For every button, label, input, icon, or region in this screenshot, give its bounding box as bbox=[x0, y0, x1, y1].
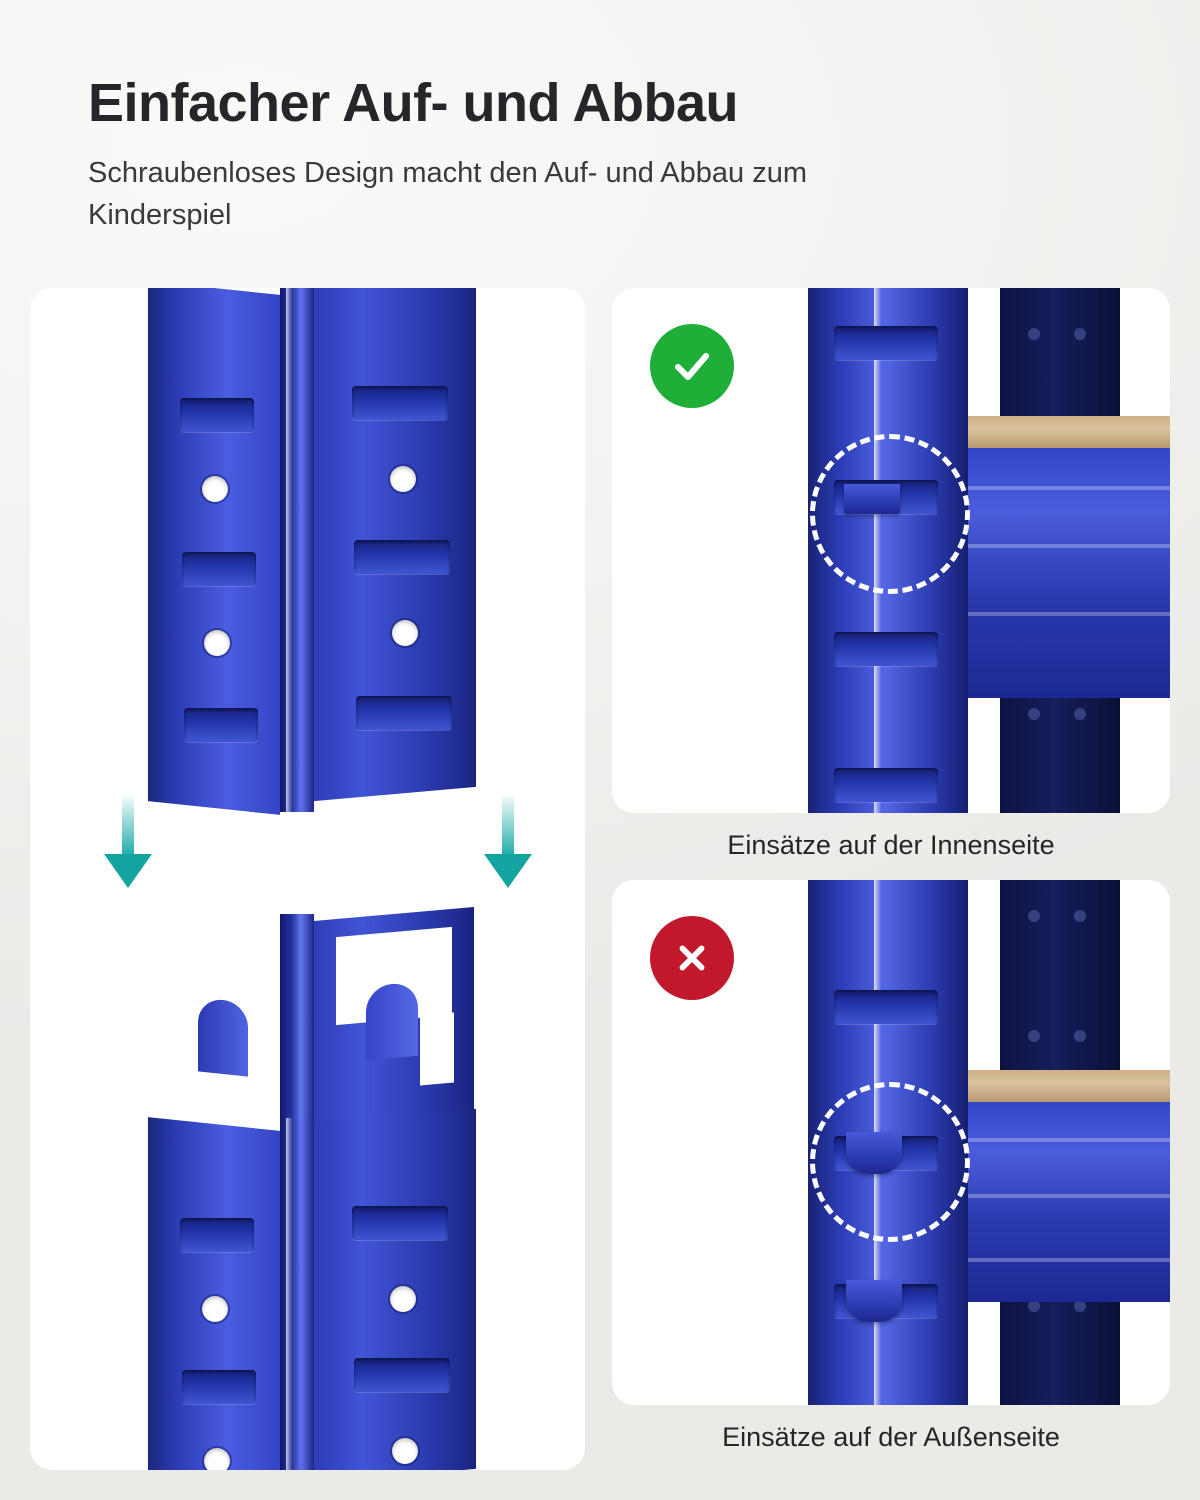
lower-post-hole bbox=[204, 1448, 230, 1470]
upper-post-illustration bbox=[140, 288, 510, 818]
page-title: Einfacher Auf- und Abbau bbox=[88, 73, 738, 133]
post-sleeve-gap-left bbox=[170, 1037, 198, 1110]
highlight-circle bbox=[810, 434, 970, 594]
lower-post-slot bbox=[354, 1358, 450, 1392]
arrow-shaft bbox=[502, 796, 514, 858]
lower-post-edge-highlight bbox=[286, 1118, 292, 1470]
page-subtitle: Schraubenloses Design macht den Auf- und Abbau zum Kinderspiel bbox=[88, 157, 808, 232]
cross-badge bbox=[650, 916, 734, 1000]
post-perforation bbox=[1028, 328, 1040, 340]
post-perforation bbox=[1074, 1030, 1086, 1042]
post-perforation bbox=[1074, 708, 1086, 720]
highlight-circle bbox=[810, 1082, 970, 1242]
shelf-board bbox=[964, 1070, 1170, 1102]
post-perforation bbox=[1028, 708, 1040, 720]
lower-post-slot bbox=[180, 1218, 254, 1252]
beam-rib bbox=[964, 544, 1170, 548]
lower-post-slot bbox=[182, 1370, 256, 1404]
arrow-shaft bbox=[122, 796, 134, 858]
outside-insert-caption: Einsätze auf der Außenseite bbox=[722, 1422, 1060, 1452]
check-badge bbox=[650, 324, 734, 408]
post-slot bbox=[356, 696, 452, 730]
post-hole bbox=[204, 630, 230, 656]
post-sleeve-tab-right bbox=[366, 982, 418, 1061]
upright-slot bbox=[834, 990, 938, 1024]
post-edge-highlight bbox=[286, 288, 292, 812]
upright-slot bbox=[834, 768, 938, 802]
shelf-beam bbox=[964, 1102, 1170, 1302]
down-arrow-left bbox=[98, 796, 158, 896]
beam-rib bbox=[964, 1138, 1170, 1142]
post-slot bbox=[184, 708, 258, 742]
insert-tab-outside bbox=[846, 1280, 902, 1322]
inside-insert-panel bbox=[612, 288, 1170, 813]
down-arrow-right bbox=[478, 796, 538, 896]
shelf-board bbox=[964, 416, 1170, 448]
post-slot bbox=[182, 552, 256, 586]
inside-insert-caption: Einsätze auf der Innenseite bbox=[727, 830, 1055, 860]
lower-post-illustration bbox=[140, 918, 510, 1470]
shelf-beam bbox=[964, 448, 1170, 698]
post-hole bbox=[392, 620, 418, 646]
outside-insert-panel bbox=[612, 880, 1170, 1405]
lower-post-hole bbox=[392, 1438, 418, 1464]
post-sleeve-gap-right bbox=[420, 1013, 454, 1086]
lower-post-left-face bbox=[148, 1117, 280, 1470]
post-perforation bbox=[1028, 1030, 1040, 1042]
post-perforation bbox=[1028, 910, 1040, 922]
check-icon bbox=[668, 342, 716, 390]
header bbox=[88, 72, 1140, 236]
post-perforation bbox=[1074, 328, 1086, 340]
post-slot bbox=[352, 386, 448, 420]
post-hole bbox=[202, 476, 228, 502]
arrow-head bbox=[484, 854, 532, 888]
lower-post-hole bbox=[202, 1296, 228, 1322]
upright-slot bbox=[834, 632, 938, 666]
post-sleeve-spine bbox=[280, 914, 314, 1129]
post-hole bbox=[390, 466, 416, 492]
beam-rib bbox=[964, 486, 1170, 490]
post-sleeve-tab-left bbox=[198, 997, 248, 1076]
beam-rib bbox=[964, 1258, 1170, 1262]
upright-slot bbox=[834, 326, 938, 360]
lower-post-hole bbox=[390, 1286, 416, 1312]
beam-rib bbox=[964, 1194, 1170, 1198]
arrow-head bbox=[104, 854, 152, 888]
post-perforation bbox=[1074, 910, 1086, 922]
post-slot bbox=[354, 540, 450, 574]
lower-post-slot bbox=[352, 1206, 448, 1240]
cross-icon bbox=[669, 935, 715, 981]
assembly-illustration-panel bbox=[30, 288, 585, 1470]
post-slot bbox=[180, 398, 254, 432]
beam-rib bbox=[964, 612, 1170, 616]
